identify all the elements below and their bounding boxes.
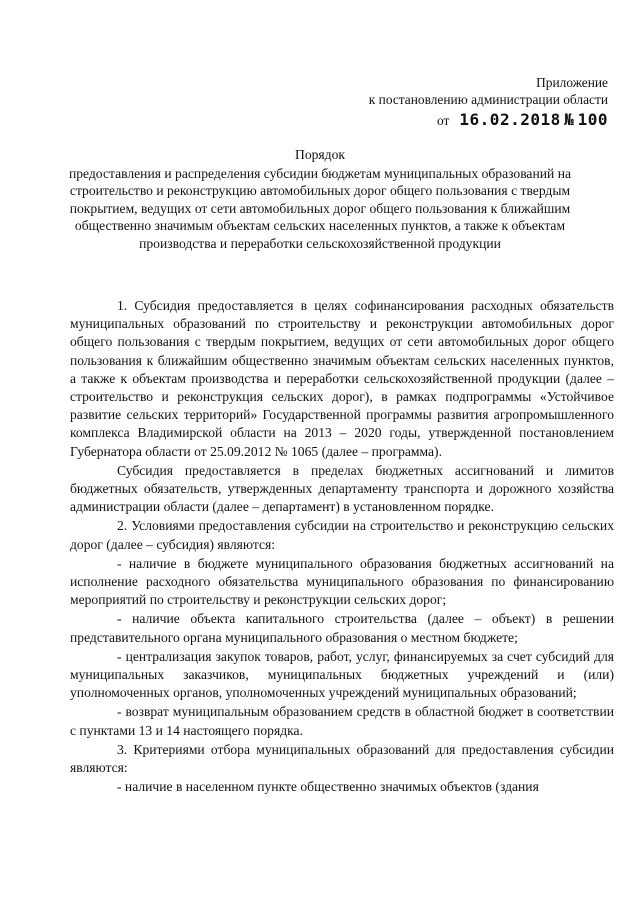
appendix-dateline	[369, 111, 608, 129]
appendix-resolution-ref: к постановлению администрации области	[368, 92, 608, 107]
date-prefix: от	[436, 113, 450, 128]
paragraph: 2. Условиями предоставления субсидии на строительство и реконструкцию сельских дорог (далее – субсидия) являются:	[70, 518, 614, 552]
paragraph: - возврат муниципальным образованием средств в областной бюджет в соответствии с пунктами 13 и 14 настоящего порядка.	[70, 704, 614, 738]
title-subtitle: предоставления и распределения субсидии бюджетам муниципальных образований на строительство и реконструкцию автомобильных дорог общего пользования с твердым покрытием, ведущих от сети автомобильных дорог общего пользования к ближайшим общественно значимым объектам сельских населенных пунктов, а также к объектам производства и переработки сельскохозяйственной продукции	[68, 165, 572, 251]
handwritten-date: 16.02.2018	[459, 110, 561, 129]
appendix-label: Приложение	[536, 75, 608, 90]
title-heading: Порядок	[295, 147, 345, 162]
document-body	[70, 297, 614, 796]
paragraph: 3. Критериями отбора муниципальных образований для предоставления субсидии являются:	[70, 741, 614, 776]
paragraph: - наличие в населенном пункте общественно значимых объектов (здания	[117, 779, 539, 795]
paragraph: 1. Субсидия предоставляется в целях софинансирования расходных обязательств муниципальных образований по строительству и реконструкции автомобильных дорог общего пользования с твердым покрытием, ведущих от сети автомобильных дорог общего пользования к ближайшим общественно значимым объектам сельских населенных пунктов, а также к объектам производства и переработки сельскохозяйственной продукции (далее – строительство и реконструкция сельских дорог), в рамках подпрограммы «Устойчивое развитие сельских территорий» Государственной программы развития агропромышленного комплекса Владимирской области на 2013 – 2020 годы, утвержденной постановлением Губернатора области от 25.09.2012 № 1065 (далее – программа).	[70, 298, 614, 459]
paragraph: - наличие объекта капитального строительства (далее – объект) в решении представительного органа муниципального образования о местном бюджете;	[70, 611, 614, 645]
handwritten-number: 100	[577, 110, 608, 129]
paragraph: - наличие в бюджете муниципального образования бюджетных ассигнований на исполнение расходного обязательства муниципального образования по финансированию мероприятий по строительству и реконструкции сельских дорог;	[70, 555, 614, 608]
appendix-header	[369, 74, 608, 129]
number-sign: №	[564, 110, 575, 129]
document-title	[0, 146, 640, 253]
paragraph: Субсидия предоставляется в пределах бюджетных ассигнований и лимитов бюджетных обязательств, утвержденных департаменту транспорта и дорожного хозяйства администрации области (далее – департамент) в установленном порядке.	[70, 462, 614, 515]
paragraph: - централизация закупок товаров, работ, услуг, финансируемых за счет субсидий для муниципальных заказчиков, муниципальных бюджетных учреждений и (или) уполномоченных органов, уполномоченных учреждений муниципальных образований;	[70, 648, 614, 701]
